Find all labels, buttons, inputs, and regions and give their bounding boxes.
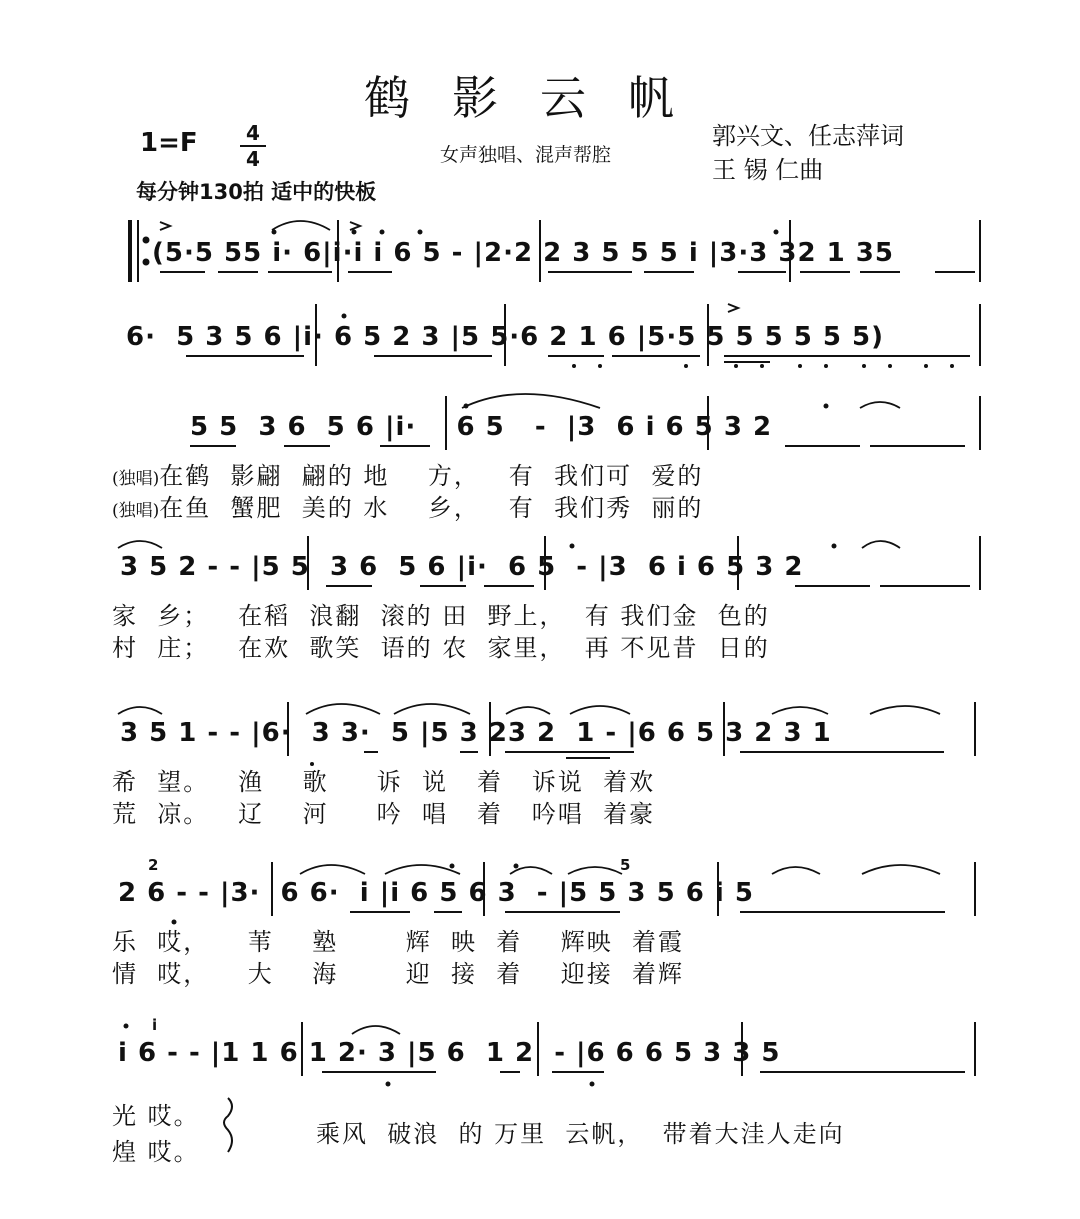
time-signature-top: 4 bbox=[246, 121, 260, 145]
time-signature bbox=[238, 122, 268, 170]
lyric-row-3-verse-2: (独唱)在鱼 蟹肥 美的 水 乡， 有 我们秀 丽的 bbox=[112, 494, 704, 522]
lyric-row-7-chorus: 乘风 破浪 的 万里 云帆， 带着大洼人走向 bbox=[316, 1120, 845, 1148]
lyricist-credit: 郭兴文、任志萍词 bbox=[712, 122, 904, 150]
verse-brace bbox=[224, 1098, 232, 1152]
lyric-row-3-verse-1: (独唱)在鹤 影翩 翩的 地 方， 有 我们可 爱的 bbox=[112, 462, 704, 490]
repeat-dot bbox=[144, 238, 149, 243]
solo-label: (独唱) bbox=[112, 501, 160, 521]
notation-row-3: 5 5 3 6 5 6 |i· 6 5 - |3 6 i 6 5 3 2 bbox=[190, 412, 773, 442]
notation-row-6: 2 6 - - |3· 6 6· i |i 6 5 6 3 - |5 5 3 5 6 i 5 bbox=[118, 878, 754, 908]
lyric-row-4-verse-2: 村 庄； 在欢 歌笑 语的 农 家里， 再 不见昔 日的 bbox=[112, 634, 770, 662]
accent-mark bbox=[350, 222, 360, 230]
tempo-marking: 每分钟130拍 适中的快板 bbox=[136, 180, 377, 204]
song-title: 鹤影云帆 bbox=[364, 71, 716, 125]
notation-row-7: i 6 - - |1 1 6 1 2· 3 |5 6 1 2 - |6 6 6 5 3 3 5 bbox=[118, 1038, 781, 1068]
lyric-row-6-verse-1: 乐 哎， 苇 塾 辉 映 着 辉映 着霞 bbox=[112, 928, 684, 956]
accent-mark bbox=[728, 304, 738, 312]
performance-note: 女声独唱、混声帮腔 bbox=[440, 144, 612, 166]
accent-mark bbox=[160, 222, 170, 230]
composer-credit: 王 锡 仁曲 bbox=[712, 156, 824, 184]
repeat-dot bbox=[144, 260, 149, 265]
lyric-row-6-verse-2: 情 哎， 大 海 迎 接 着 迎接 着辉 bbox=[112, 960, 684, 988]
lyric-row-7-verse-1: 光 哎。 bbox=[112, 1102, 200, 1130]
solo-label: (独唱) bbox=[112, 469, 160, 489]
lyric-row-7-verse-2: 煌 哎。 bbox=[112, 1138, 200, 1166]
notation-row-2: 6· 5 3 5 6 |i· 6 5 2 3 |5 5·6 2 1 6 |5·5 5 5 5 5 5 5) bbox=[126, 322, 885, 352]
lyric-row-5-verse-1: 希 望。 渔 歌 诉 说 着 诉说 着欢 bbox=[112, 768, 656, 796]
time-signature-bottom: 4 bbox=[246, 147, 260, 171]
grace-note-3: i bbox=[152, 1016, 158, 1034]
key-signature: 1=F bbox=[140, 128, 198, 158]
lyric-row-4-verse-1: 家 乡； 在稻 浪翻 滚的 田 野上， 有 我们金 色的 bbox=[112, 602, 770, 630]
grace-note-1: 2 bbox=[148, 856, 159, 874]
grace-note-2: 5 bbox=[620, 856, 631, 874]
lyric-row-5-verse-2: 荒 凉。 辽 河 吟 唱 着 吟唱 着豪 bbox=[112, 800, 656, 828]
notation-row-4: 3 5 2 - - |5 5 3 6 5 6 |i· 6 5 - |3 6 i 6 5 3 2 bbox=[120, 552, 804, 582]
notation-row-1: (5·5 55 i· 6|i·i i 6 5 - |2·2 2 3 5 5 5 i |3·3 32 1 35 bbox=[152, 238, 894, 268]
notation-row-5: 3 5 1 - - |6· 3 3· 5 |5 3 23 2 1 - |6 6 5 3 2 3 1 bbox=[120, 718, 832, 748]
